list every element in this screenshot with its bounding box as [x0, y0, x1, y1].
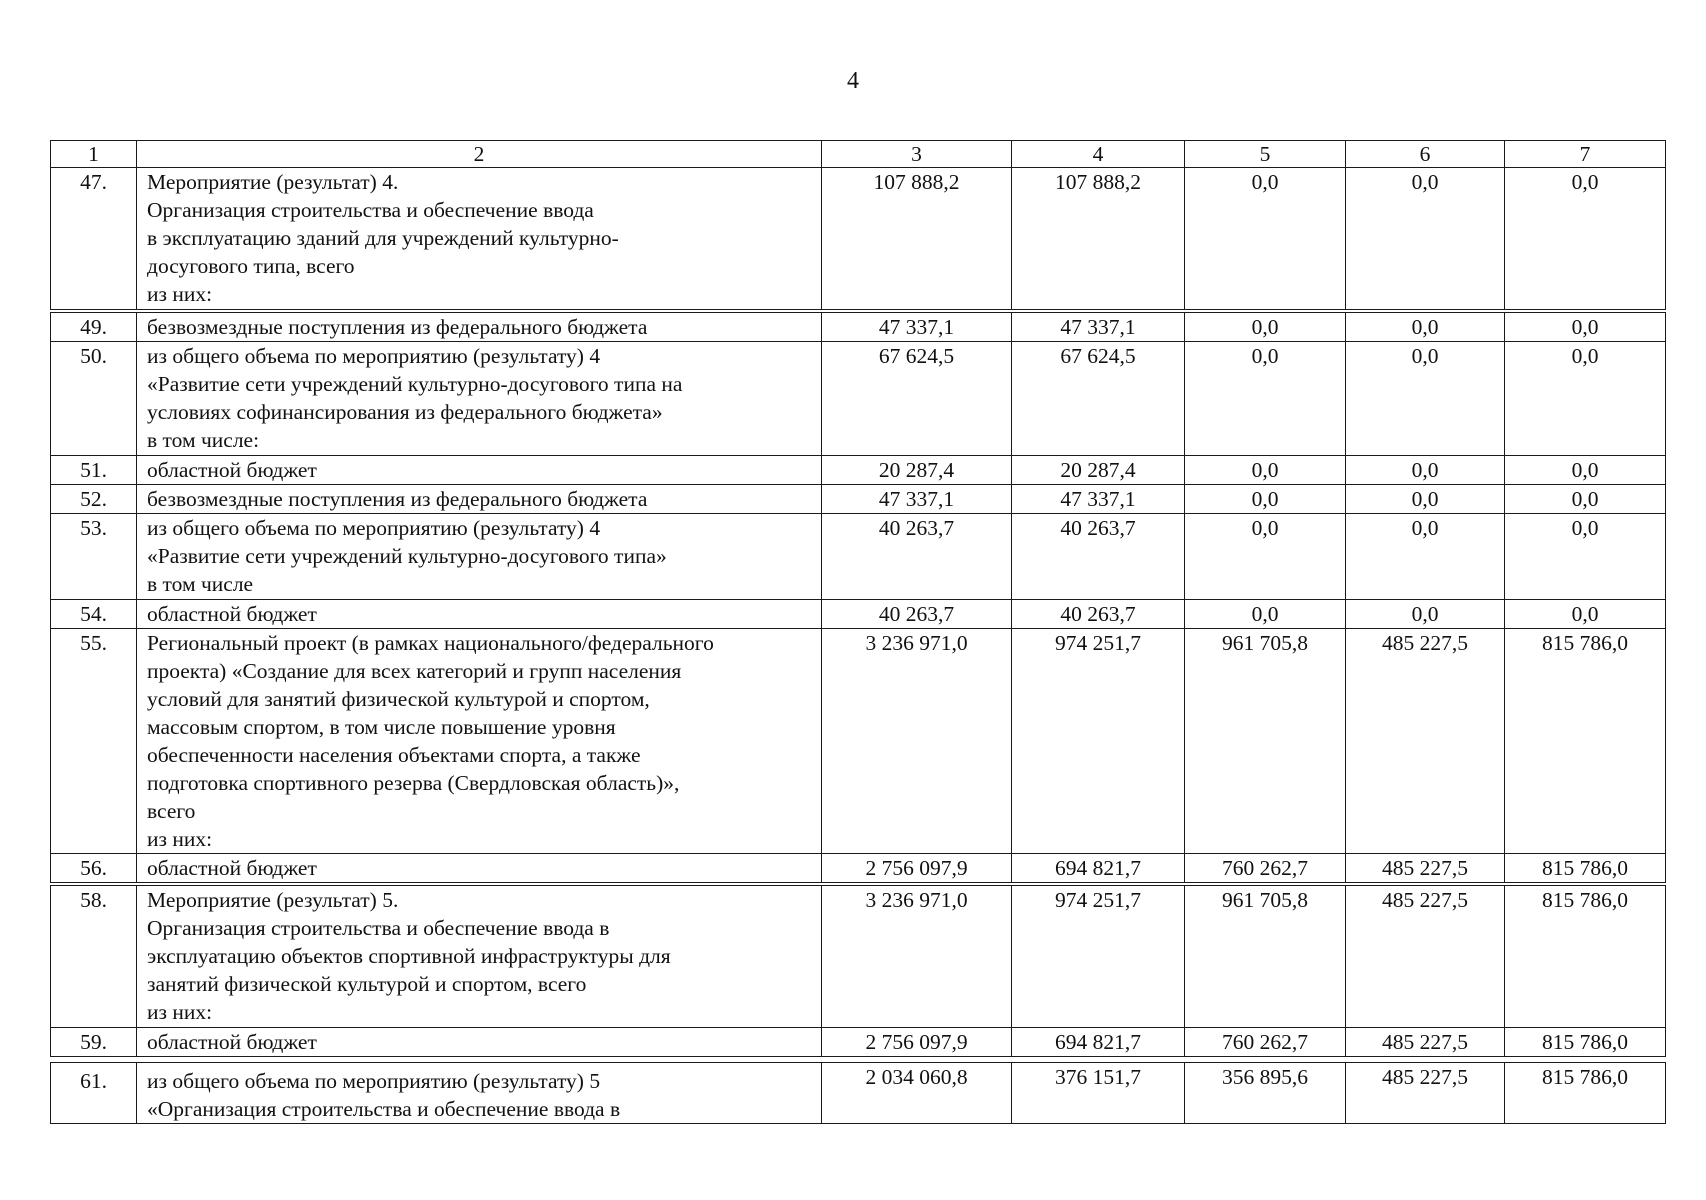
page-number: 4 [847, 68, 859, 94]
row-value: 0,0 [1346, 514, 1505, 600]
row-value: 40 263,7 [1012, 514, 1185, 600]
row-description: из общего объема по мероприятию (результату) 4 «Развитие сети учреждений культурно-досугового типа» в том числе [137, 514, 822, 600]
column-header: 1 [51, 141, 137, 168]
row-value: 356 895,6 [1185, 1063, 1346, 1124]
row-value: 2 756 097,9 [822, 854, 1012, 883]
row-value: 0,0 [1505, 485, 1666, 514]
row-description: Мероприятие (результат) 5. Организация строительства и обеспечение ввода в эксплуатацию объектов спортивной инфраструктуры для занятий физической культурой и спортом, всего из них: [137, 886, 822, 1028]
table-block-d [50, 1062, 1665, 1124]
row-value: 0,0 [1505, 313, 1666, 342]
row-value: 485 227,5 [1346, 886, 1505, 1028]
row-value: 47 337,1 [1012, 313, 1185, 342]
row-value: 485 227,5 [1346, 1063, 1505, 1124]
data-table [50, 1062, 1666, 1124]
column-header: 3 [822, 141, 1012, 168]
row-number: 61. [51, 1063, 137, 1124]
row-description: Мероприятие (результат) 4. Организация строительства и обеспечение ввода в эксплуатацию зданий для учреждений культурно- досугового типа, всего из них: [137, 168, 822, 310]
row-value: 3 236 971,0 [822, 886, 1012, 1028]
row-number: 49. [51, 313, 137, 342]
table-block-b [50, 312, 1665, 883]
table-row [51, 886, 1666, 1028]
row-description: из общего объема по мероприятию (результату) 4 «Развитие сети учреждений культурно-досугового типа на условиях софинансирования из федерального бюджета» в том числе: [137, 342, 822, 456]
row-description: безвозмездные поступления из федерального бюджета [137, 485, 822, 514]
column-header: 4 [1012, 141, 1185, 168]
data-table [50, 312, 1666, 883]
row-value: 815 786,0 [1505, 1063, 1666, 1124]
row-description: Региональный проект (в рамках национального/федерального проекта) «Создание для всех категорий и групп населения условий для занятий физической культурой и спортом, массовым спортом, в том числе повышение уровня обеспеченности населения объектами спорта, а также подготовка спортивного резерва (Свердловская область)», всего из них: [137, 629, 822, 854]
table-row [51, 456, 1666, 485]
table-row [51, 485, 1666, 514]
row-number: 50. [51, 342, 137, 456]
row-value: 974 251,7 [1012, 886, 1185, 1028]
row-value: 0,0 [1346, 313, 1505, 342]
row-value: 760 262,7 [1185, 1028, 1346, 1057]
row-value: 0,0 [1346, 456, 1505, 485]
row-value: 694 821,7 [1012, 854, 1185, 883]
row-value: 0,0 [1346, 485, 1505, 514]
row-value: 2 034 060,8 [822, 1063, 1012, 1124]
row-number: 56. [51, 854, 137, 883]
table-block-a [50, 140, 1665, 310]
row-value: 0,0 [1185, 313, 1346, 342]
table-row [51, 629, 1666, 854]
column-header: 5 [1185, 141, 1346, 168]
table-row [51, 1063, 1666, 1124]
row-value: 40 263,7 [822, 600, 1012, 629]
row-value: 0,0 [1346, 168, 1505, 310]
table-row [51, 600, 1666, 629]
row-number: 59. [51, 1028, 137, 1057]
row-value: 815 786,0 [1505, 1028, 1666, 1057]
row-value: 485 227,5 [1346, 629, 1505, 854]
row-value: 3 236 971,0 [822, 629, 1012, 854]
row-value: 107 888,2 [1012, 168, 1185, 310]
column-header: 6 [1346, 141, 1505, 168]
column-header: 2 [137, 141, 822, 168]
row-value: 0,0 [1505, 342, 1666, 456]
row-description: областной бюджет [137, 1028, 822, 1057]
table-row [51, 854, 1666, 883]
row-value: 815 786,0 [1505, 854, 1666, 883]
row-value: 961 705,8 [1185, 886, 1346, 1028]
row-number: 53. [51, 514, 137, 600]
row-value: 47 337,1 [1012, 485, 1185, 514]
row-value: 0,0 [1505, 600, 1666, 629]
row-value: 40 263,7 [1012, 600, 1185, 629]
row-value: 815 786,0 [1505, 886, 1666, 1028]
row-description: безвозмездные поступления из федерального бюджета [137, 313, 822, 342]
row-number: 54. [51, 600, 137, 629]
table-row [51, 514, 1666, 600]
column-header: 7 [1505, 141, 1666, 168]
row-value: 815 786,0 [1505, 629, 1666, 854]
row-description: из общего объема по мероприятию (результату) 5 «Организация строительства и обеспечение ввода в [137, 1063, 822, 1124]
column-header-row [51, 141, 1666, 168]
row-value: 974 251,7 [1012, 629, 1185, 854]
row-value: 694 821,7 [1012, 1028, 1185, 1057]
data-table [50, 140, 1666, 310]
table-row [51, 342, 1666, 456]
row-value: 20 287,4 [822, 456, 1012, 485]
row-value: 0,0 [1185, 456, 1346, 485]
row-value: 0,0 [1185, 168, 1346, 310]
row-value: 20 287,4 [1012, 456, 1185, 485]
row-value: 47 337,1 [822, 313, 1012, 342]
table-row [51, 168, 1666, 310]
row-value: 0,0 [1346, 342, 1505, 456]
row-value: 107 888,2 [822, 168, 1012, 310]
row-value: 0,0 [1185, 600, 1346, 629]
row-description: областной бюджет [137, 600, 822, 629]
row-number: 58. [51, 886, 137, 1028]
row-number: 47. [51, 168, 137, 310]
data-table [50, 885, 1666, 1057]
row-value: 0,0 [1185, 514, 1346, 600]
table-row [51, 313, 1666, 342]
row-value: 67 624,5 [822, 342, 1012, 456]
row-value: 485 227,5 [1346, 854, 1505, 883]
row-value: 0,0 [1505, 514, 1666, 600]
row-number: 51. [51, 456, 137, 485]
row-value: 0,0 [1185, 342, 1346, 456]
row-number: 52. [51, 485, 137, 514]
row-value: 67 624,5 [1012, 342, 1185, 456]
row-value: 0,0 [1346, 600, 1505, 629]
row-value: 0,0 [1185, 485, 1346, 514]
row-value: 376 151,7 [1012, 1063, 1185, 1124]
table-row [51, 1028, 1666, 1057]
row-number: 55. [51, 629, 137, 854]
row-value: 47 337,1 [822, 485, 1012, 514]
row-value: 485 227,5 [1346, 1028, 1505, 1057]
row-value: 760 262,7 [1185, 854, 1346, 883]
table-block-c [50, 885, 1665, 1057]
row-value: 40 263,7 [822, 514, 1012, 600]
row-value: 2 756 097,9 [822, 1028, 1012, 1057]
row-value: 0,0 [1505, 456, 1666, 485]
row-description: областной бюджет [137, 854, 822, 883]
row-description: областной бюджет [137, 456, 822, 485]
row-value: 0,0 [1505, 168, 1666, 310]
row-value: 961 705,8 [1185, 629, 1346, 854]
